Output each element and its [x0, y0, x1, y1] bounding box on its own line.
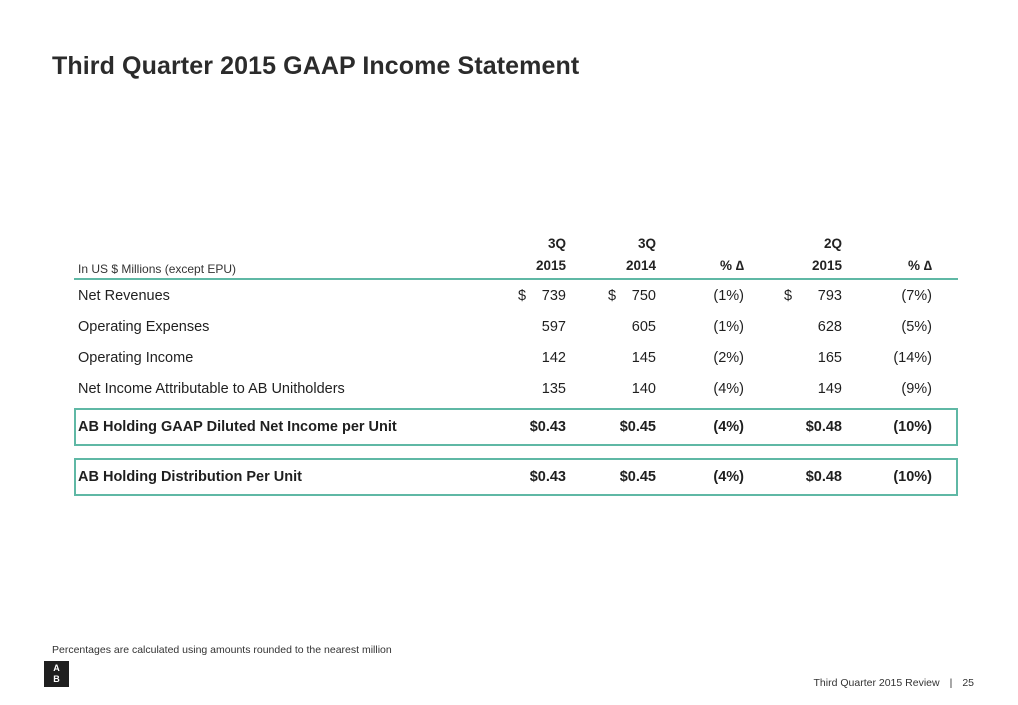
cell-pct-change-yoy: (4%): [713, 469, 744, 485]
col-header-3q-2014: 3Q 2014: [625, 236, 656, 273]
table-row: [74, 311, 958, 342]
footnote: Percentages are calculated using amounts rounded to the nearest million: [52, 644, 392, 656]
highlighted-row-distribution: [74, 458, 958, 496]
cell-3q-2014: $0.45: [619, 469, 656, 485]
cell-pct-change-yoy: (2%): [713, 350, 744, 366]
cell-2q-2015: 628: [817, 319, 842, 335]
table-row: [74, 342, 958, 373]
row-label: AB Holding Distribution Per Unit: [78, 469, 302, 485]
logo-letter-b: B: [53, 674, 60, 684]
cell-3q-2014: 145: [631, 350, 656, 366]
table-header: [74, 228, 958, 278]
cell-pct-change-qoq: (7%): [901, 288, 932, 304]
cell-2q-2015: 793: [817, 288, 842, 304]
cell-3q-2015: 135: [541, 381, 566, 397]
page-title: Third Quarter 2015 GAAP Income Statement: [52, 52, 580, 80]
highlighted-row-diluted-eps: [74, 408, 958, 446]
cell-pct-change-qoq: (14%): [893, 350, 932, 366]
cell-3q-2015: 597: [541, 319, 566, 335]
cell-3q-2015: 739: [541, 288, 566, 304]
row-label: Net Income Attributable to AB Unitholders: [78, 381, 345, 397]
col-header-2q-2015: 2Q 2015: [811, 236, 842, 273]
table-row: [74, 373, 958, 404]
col-header-3q-2015: 3Q 2015: [535, 236, 566, 273]
row-label: AB Holding GAAP Diluted Net Income per Unit: [78, 419, 397, 435]
cell-3q-2015: $0.43: [529, 469, 566, 485]
cell-pct-change-yoy: (4%): [713, 419, 744, 435]
footer-separator: |: [949, 677, 953, 689]
row-label: Net Revenues: [78, 288, 170, 304]
units-label: In US $ Millions (except EPU): [78, 262, 237, 276]
cell-2q-2015: $0.48: [805, 419, 842, 435]
cell-pct-change-qoq: (10%): [893, 419, 932, 435]
page-footer: [814, 677, 974, 689]
footer-text: Third Quarter 2015 Review: [813, 677, 940, 689]
cell-pct-change-qoq: (10%): [893, 469, 932, 485]
col-header-pct-change-qoq: % ∆: [907, 258, 932, 273]
cell-3q-2014: 140: [631, 381, 656, 397]
table-row: [74, 280, 958, 311]
page-number: 25: [962, 677, 974, 689]
cell-pct-change-qoq: (9%): [901, 381, 932, 397]
income-statement-table: [74, 228, 958, 496]
currency-symbol: $: [608, 288, 617, 304]
cell-pct-change-yoy: (1%): [713, 288, 744, 304]
cell-3q-2015: $0.43: [529, 419, 566, 435]
cell-2q-2015: 149: [817, 381, 842, 397]
cell-pct-change-yoy: (1%): [713, 319, 744, 335]
logo-letter-a: A: [53, 663, 60, 673]
currency-symbol: $: [784, 288, 793, 304]
ab-logo: [44, 661, 69, 687]
col-header-pct-change-yoy: % ∆: [719, 258, 744, 273]
cell-3q-2014: 605: [631, 319, 656, 335]
row-label: Operating Income: [78, 350, 194, 366]
cell-3q-2014: $0.45: [619, 419, 656, 435]
cell-pct-change-qoq: (5%): [901, 319, 932, 335]
cell-pct-change-yoy: (4%): [713, 381, 744, 397]
row-label: Operating Expenses: [78, 319, 210, 335]
cell-2q-2015: $0.48: [805, 469, 842, 485]
currency-symbol: $: [518, 288, 527, 304]
cell-3q-2014: 750: [631, 288, 656, 304]
cell-2q-2015: 165: [817, 350, 842, 366]
cell-3q-2015: 142: [541, 350, 566, 366]
